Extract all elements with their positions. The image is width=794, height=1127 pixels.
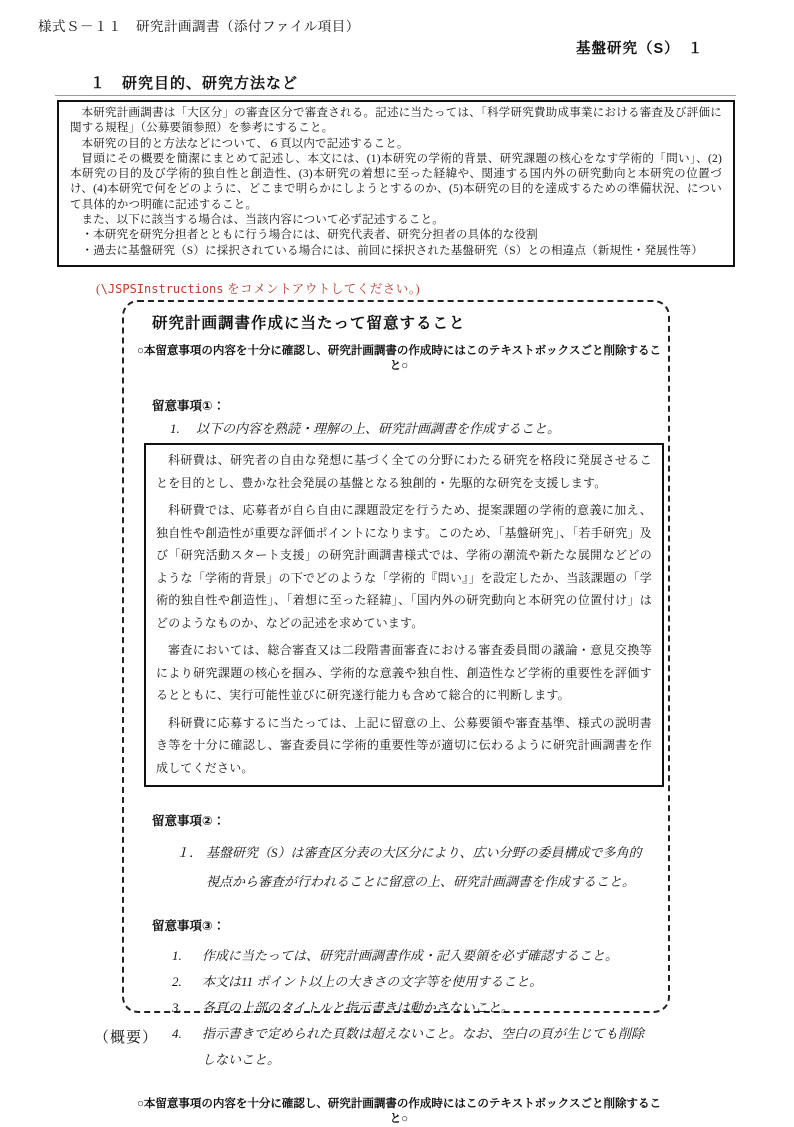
item-text: 各頁の上部のタイトルと指示書きは動かさないこと。 <box>202 1000 514 1015</box>
summary-section-label: （概要） <box>94 1029 159 1046</box>
category-page-header: 基盤研究（S） １ <box>576 41 704 57</box>
item-number: 2. <box>172 974 182 989</box>
attention-1-label: 留意事項①： <box>152 399 226 413</box>
heading-underline <box>55 95 736 96</box>
item-text: 基盤研究（S）は審査区分表の大区分により、広い分野の委員構成で多角的視点から審査が行われることに留意の上、研究計画調書を作成すること。 <box>206 845 642 889</box>
instruction-box <box>57 100 735 267</box>
kakenhi-description-box <box>144 443 664 787</box>
inner-paragraph: 科研費に応募するに当たっては、上記に留意の上、公募要領や審査基準、様式の説明書き等を十分に確認し、審査委員に学術的重要性等が適切に伝わるように研究計画調書を作成してください。 <box>156 715 652 775</box>
latex-note-text: をコメントアウトしてください。) <box>223 282 421 296</box>
attention-3-item <box>152 1021 648 1073</box>
inner-paragraph: 科研費では、応募者が自ら自由に課題設定を行うため、提案課題の学術的意義に加え、独自性や創造性が重要な評価ポイントになります。このため、「基盤研究」、「若手研究」及び「研究活動スタート支援」の研究計画調書様式では、学術の潮流や新たな展開などどのような「学術的背景」の下でどのような「学術的『問い』」を設定したか、当該課題の「学術的独自性や創造性」、「着想に至った経緯」、「国内外の研究動向と本研究の位置付け」はどのようなものか、などの記述を求めています。 <box>156 503 652 630</box>
attention-2-label: 留意事項②： <box>152 814 226 828</box>
instruction-paragraph: 本研究計画調書は「大区分」の審査区分で審査される。記述に当たっては、「科学研究費助成事業における審査及び評価に関する規程」（公募要領参照）を参考にすること。 <box>70 107 722 135</box>
item-number: 1. <box>170 421 180 436</box>
attention-3-list <box>152 943 648 1073</box>
item-text: 本文は11 ポイント以上の大きさの文字等を使用すること。 <box>202 974 543 989</box>
section-heading: １ 研究目的、研究方法など <box>90 75 299 92</box>
latex-command: \JSPSInstructions <box>100 282 224 296</box>
notice-box-title: 研究計画調書作成に当たって留意すること <box>152 315 466 332</box>
inner-paragraph: 審査においては、総合審査又は二段階書面審査における審査委員間の議論・意見交換等により研究課題の核心を掴み、学術的な意義や独自性、創造性など学術的重要性を評価するとともに、実行可能性並びに研究遂行能力も含めて総合的に判断します。 <box>156 643 652 702</box>
item-number: 1. <box>172 948 182 963</box>
item-text: 指示書きで定められた頁数は超えないこと。なお、空白の頁が生じても削除しないこと。 <box>202 1026 645 1067</box>
attention-3-label: 留意事項③： <box>152 919 226 933</box>
delete-notice-bottom: ○本留意事項の内容を十分に確認し、研究計画調書の作成時にはこのテキストボックスごと削除すること○ <box>136 1098 662 1125</box>
form-code: 様式Ｓ－１１ 研究計画調書（添付ファイル項目） <box>38 19 360 34</box>
item-text: 以下の内容を熟読・理解の上、研究計画調書を作成すること。 <box>196 421 561 436</box>
item-number: 4. <box>172 1026 182 1041</box>
item-number: 3. <box>172 1000 182 1015</box>
attention-2-item <box>152 838 648 896</box>
instruction-paragraph: 本研究の目的と方法などについて、６頁以内で記述すること。 <box>81 137 409 150</box>
attention-3-item <box>152 943 648 969</box>
latex-note-open: ( <box>96 282 101 296</box>
instruction-paragraph: 冒頭にその概要を簡潔にまとめて記述し、本文には、(1)本研究の学術的背景、研究課題の核心をなす学術的「問い」、(2)本研究の目的及び学術的独自性と創造性、(3)本研究の着想に至った経緯や、関連する国内外の研究動向と本研究の位置づけ、(4)本研究で何をどのように、どこまで明らかにしようとするのか、(5)本研究の目的を達成するための準備状況、について具体的かつ明確に記述すること。 <box>70 152 722 211</box>
attention-3-item <box>152 995 648 1021</box>
latex-comment-note <box>96 279 420 297</box>
instruction-paragraph: また、以下に該当する場合は、当該内容について必ず記述すること。 <box>81 214 444 227</box>
attention-3-item <box>152 969 648 995</box>
attention-1-item <box>152 420 648 438</box>
delete-notice-top: ○本留意事項の内容を十分に確認し、研究計画調書の作成時にはこのテキストボックスごと削除すること○ <box>136 345 662 372</box>
inner-paragraph: 科研費は、研究者の自由な発想に基づく全ての分野にわたる研究を格段に発展させることを目的とし、豊かな社会発展の基盤となる独創的・先駆的な研究を支援します。 <box>156 453 652 490</box>
instruction-bullet: ・過去に基盤研究（S）に採択されている場合には、前回に採択された基盤研究（S）との相違点（新規性・発展性等） <box>81 244 704 257</box>
instruction-bullet: ・本研究を研究分担者とともに行う場合には、研究代表者、研究分担者の具体的な役割 <box>81 229 538 242</box>
item-text: 作成に当たっては、研究計画調書作成・記入要領を必ず確認すること。 <box>202 948 619 963</box>
item-number: １． <box>176 845 203 860</box>
